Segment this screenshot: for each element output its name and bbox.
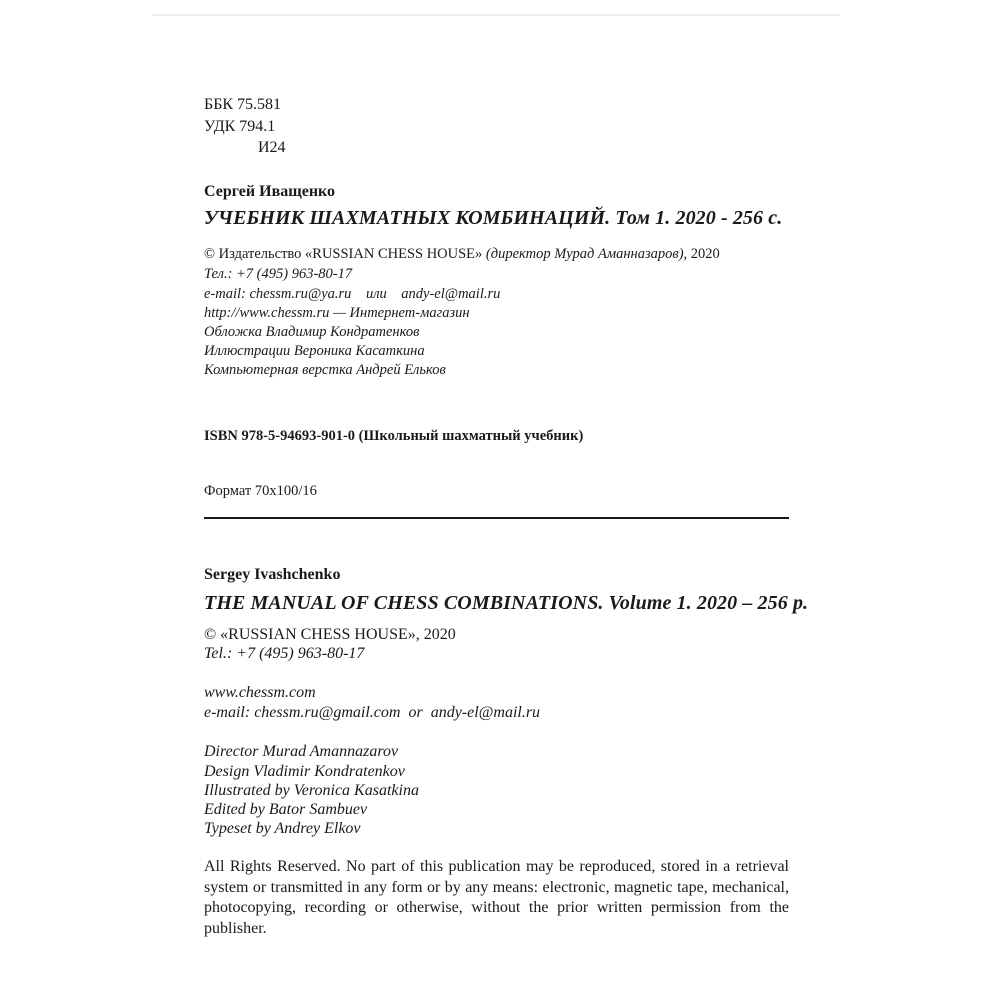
format: Формат 70x100/16 xyxy=(204,483,317,499)
en-director: Director Murad Amannazarov xyxy=(204,743,399,760)
en-tel: Tel.: +7 (495) 963-80-17 xyxy=(204,645,365,662)
ru-publisher-prefix: © Издательство «RUSSIAN CHESS HOUSE» xyxy=(204,246,483,262)
en-copyright: © «RUSSIAN CHESS HOUSE», 2020 xyxy=(204,626,456,643)
ru-author: Сергей Иващенко xyxy=(204,183,336,200)
en-edited: Edited by Bator Sambuev xyxy=(204,801,368,818)
ru-tel: Тел.: +7 (495) 963-80-17 xyxy=(204,266,353,282)
isbn: ISBN 978-5-94693-901-0 (Школьный шахматный учебник) xyxy=(204,428,584,444)
en-author: Sergey Ivashchenko xyxy=(204,566,341,583)
author-mark: И24 xyxy=(258,139,286,156)
udk-code: УДК 794.1 xyxy=(204,118,276,135)
ru-publisher xyxy=(204,247,720,262)
ru-website: http://www.chessm.ru — Интернет-магазин xyxy=(204,305,470,321)
en-title: THE MANUAL OF CHESS COMBINATIONS. Volume 1. 2020 – 256 p. xyxy=(204,592,809,614)
ru-illustrations: Иллюстрации Вероника Касаткина xyxy=(204,343,425,359)
ru-email-or: или xyxy=(365,286,387,302)
en-illustrated: Illustrated by Veronica Kasatkina xyxy=(204,782,419,799)
section-divider xyxy=(204,517,789,519)
en-typeset: Typeset by Andrey Elkov xyxy=(204,820,361,837)
ru-publisher-year: , 2020 xyxy=(683,246,720,262)
ru-title: УЧЕБНИК ШАХМАТНЫХ КОМБИНАЦИЙ. Том 1. 2020 - 256 с. xyxy=(204,207,783,229)
bbk-code: ББК 75.581 xyxy=(204,96,282,113)
ru-email xyxy=(204,287,500,302)
ru-typeset: Компьютерная верстка Андрей Ельков xyxy=(204,362,446,378)
ru-email-2: andy-el@mail.ru xyxy=(401,286,501,302)
page-top-edge xyxy=(152,14,840,16)
ru-publisher-director: (директор Мурад Аманназаров) xyxy=(485,246,684,262)
rights-notice: All Rights Reserved. No part of this publication may be reproduced, stored in a retrieval system or transmitted in any form or by any means: electronic, magnetic tape, mechanical, photocopying, recording or otherwise, without the prior written permission from the publisher. xyxy=(204,858,789,937)
ru-email-1: e-mail: chessm.ru@ya.ru xyxy=(204,286,352,302)
en-design: Design Vladimir Kondratenkov xyxy=(204,763,405,780)
ru-cover: Обложка Владимир Кондратенков xyxy=(204,324,420,340)
en-email: e-mail: chessm.ru@gmail.com or andy-el@mail.ru xyxy=(204,704,541,721)
en-website: www.chessm.com xyxy=(204,684,316,701)
